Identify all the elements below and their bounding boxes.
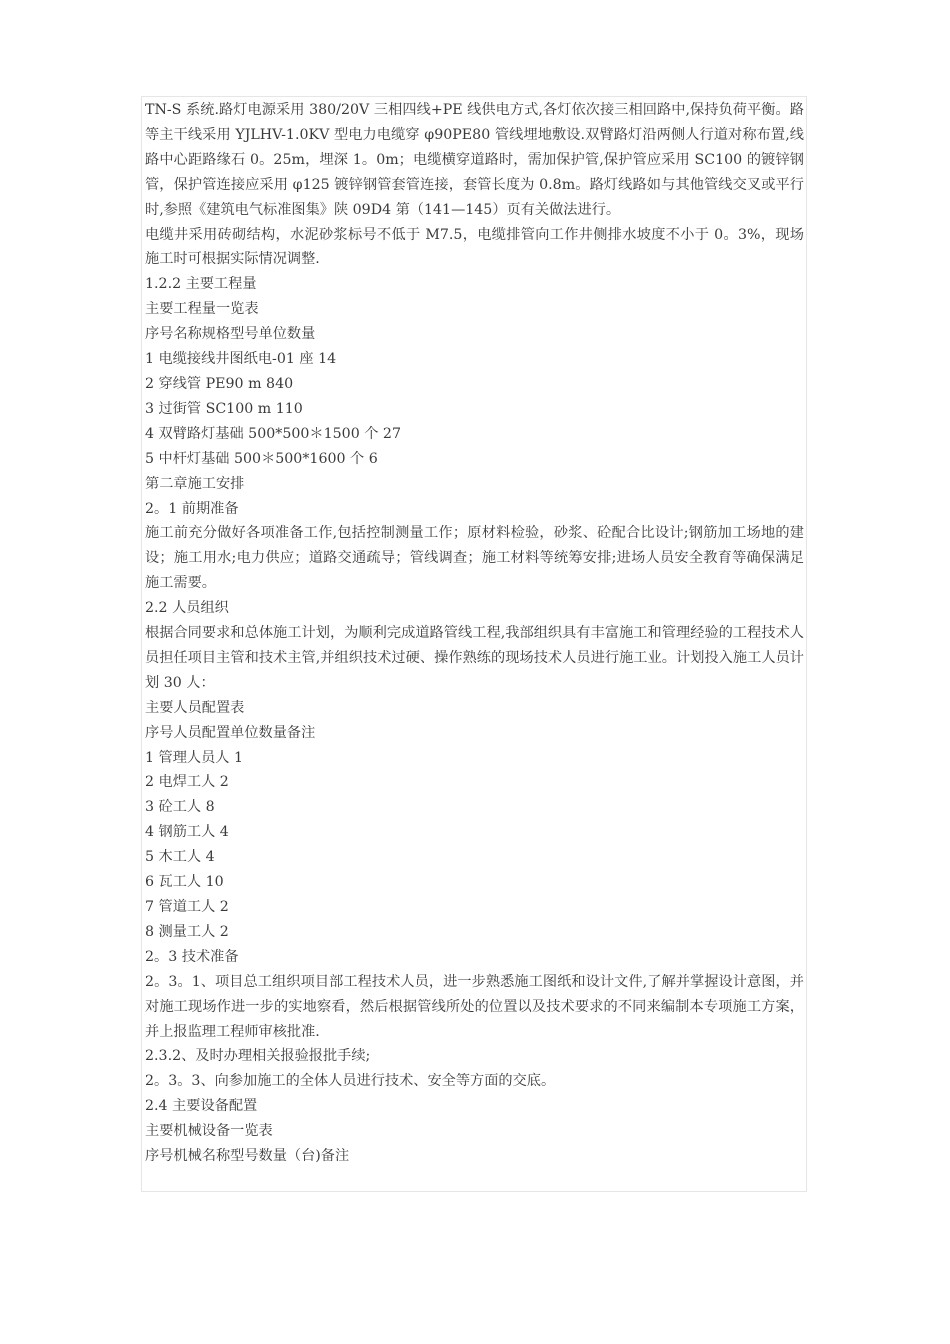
- paragraph-cable-well: 电缆井采用砖砌结构，水泥砂浆标号不低于 M7.5，电缆排管向工作井侧排水坡度不小于 0。3%，现场施工时可根据实际情况调整.: [145, 226, 804, 268]
- table-row: 4 钢筋工人 4: [145, 824, 229, 841]
- chapter-heading-2: 第二章施工安排: [145, 475, 245, 492]
- table-row: 1 电缆接线井图纸电-01 座 14: [145, 351, 337, 368]
- table-title-equipment: 主要机械设备一览表: [145, 1123, 273, 1140]
- paragraph-technical-2-3-1: 2。3。1、项目总工组织项目部工程技术人员，进一步熟悉施工图纸和设计文件,了解并掌握设计意图，并对施工现场作进一步的实地察看，然后根据管线所处的位置以及技术要求的不同来编制本专项施工方案，并上报监理工程师审核批准.: [145, 973, 804, 1040]
- table-row: 4 双臂路灯基础 500*500＊1500 个 27: [145, 425, 401, 442]
- table-header-quantities: 序号名称规格型号单位数量: [145, 326, 316, 343]
- table-header-equipment: 序号机械名称型号数量（台)备注: [145, 1148, 350, 1165]
- table-row: 1 管理人员人 1: [145, 749, 244, 766]
- section-heading-2-3: 2。3 技术准备: [145, 948, 239, 965]
- section-heading-2-1: 2。1 前期准备: [145, 500, 239, 517]
- paragraph-technical-2-3-2: 2.3.2、及时办理相关报验报批手续;: [145, 1048, 371, 1065]
- paragraph-personnel: 根据合同要求和总体施工计划，为顺利完成道路管线工程,我部组织具有丰富施工和管理经验的工程技术人员担任项目主管和技术主管,并组织技术过硬、操作熟练的现场技术人员进行施工业。计划投入施工人员计划 30 人：: [145, 625, 804, 691]
- paragraph-technical-2-3-3: 2。3。3、向参加施工的全体人员进行技术、安全等方面的交底。: [145, 1073, 556, 1090]
- table-row: 8 测量工人 2: [145, 923, 229, 940]
- table-row: 2 电焊工人 2: [145, 774, 229, 791]
- section-heading-2-4: 2.4 主要设备配置: [145, 1098, 258, 1115]
- table-row: 3 过街管 SC100 m 110: [145, 400, 303, 417]
- table-row: 5 中杆灯基础 500＊500*1600 个 6: [145, 450, 378, 467]
- document-page: [141, 96, 807, 1192]
- table-header-personnel: 序号人员配置单位数量备注: [145, 724, 316, 741]
- table-title-personnel: 主要人员配置表: [145, 699, 245, 716]
- table-row: 5 木工人 4: [145, 849, 215, 866]
- paragraph-preparation: 施工前充分做好各项准备工作,包括控制测量工作；原材料检验，砂浆、砼配合比设计;钢筋加工场地的建设；施工用水;电力供应；道路交通疏导；管线调查；施工材料等统筹安排;进场人员安全教育等确保满足施工需要。: [145, 525, 804, 592]
- table-row: 7 管道工人 2: [145, 899, 229, 915]
- section-heading-1-2-2: 1.2.2 主要工程量: [145, 276, 257, 293]
- table-row: 2 穿线管 PE90 m 840: [145, 375, 294, 392]
- section-heading-2-2: 2.2 人员组织: [145, 600, 229, 617]
- paragraph-street-light-power: TN-S 系统.路灯电源采用 380/20V 三相四线+PE 线供电方式,各灯依次接三相回路中,保持负荷平衡。路等主干线采用 YJLHV-1.0KV 型电力电缆穿 φ90PE80 管线埋地敷设.双臂路灯沿两侧人行道对称布置,线路中心距路缘石 0。25m，埋深 1。0m；电缆横穿道路时，需加保护管,保护管应采用 SC100 的镀锌钢管，保护管连接应采用 φ125 镀锌钢管套管连接，套管长度为 0.8m。路灯线路如与其他管线交叉或平行时,参照《建筑电气标准图集》陕 09D4 第（141—145）页有关做法进行。: [145, 102, 804, 218]
- document-body: [142, 97, 806, 1169]
- table-row: 3 砼工人 8: [145, 799, 215, 816]
- table-title-quantities: 主要工程量一览表: [145, 301, 259, 318]
- table-row: 6 瓦工人 10: [145, 874, 224, 891]
